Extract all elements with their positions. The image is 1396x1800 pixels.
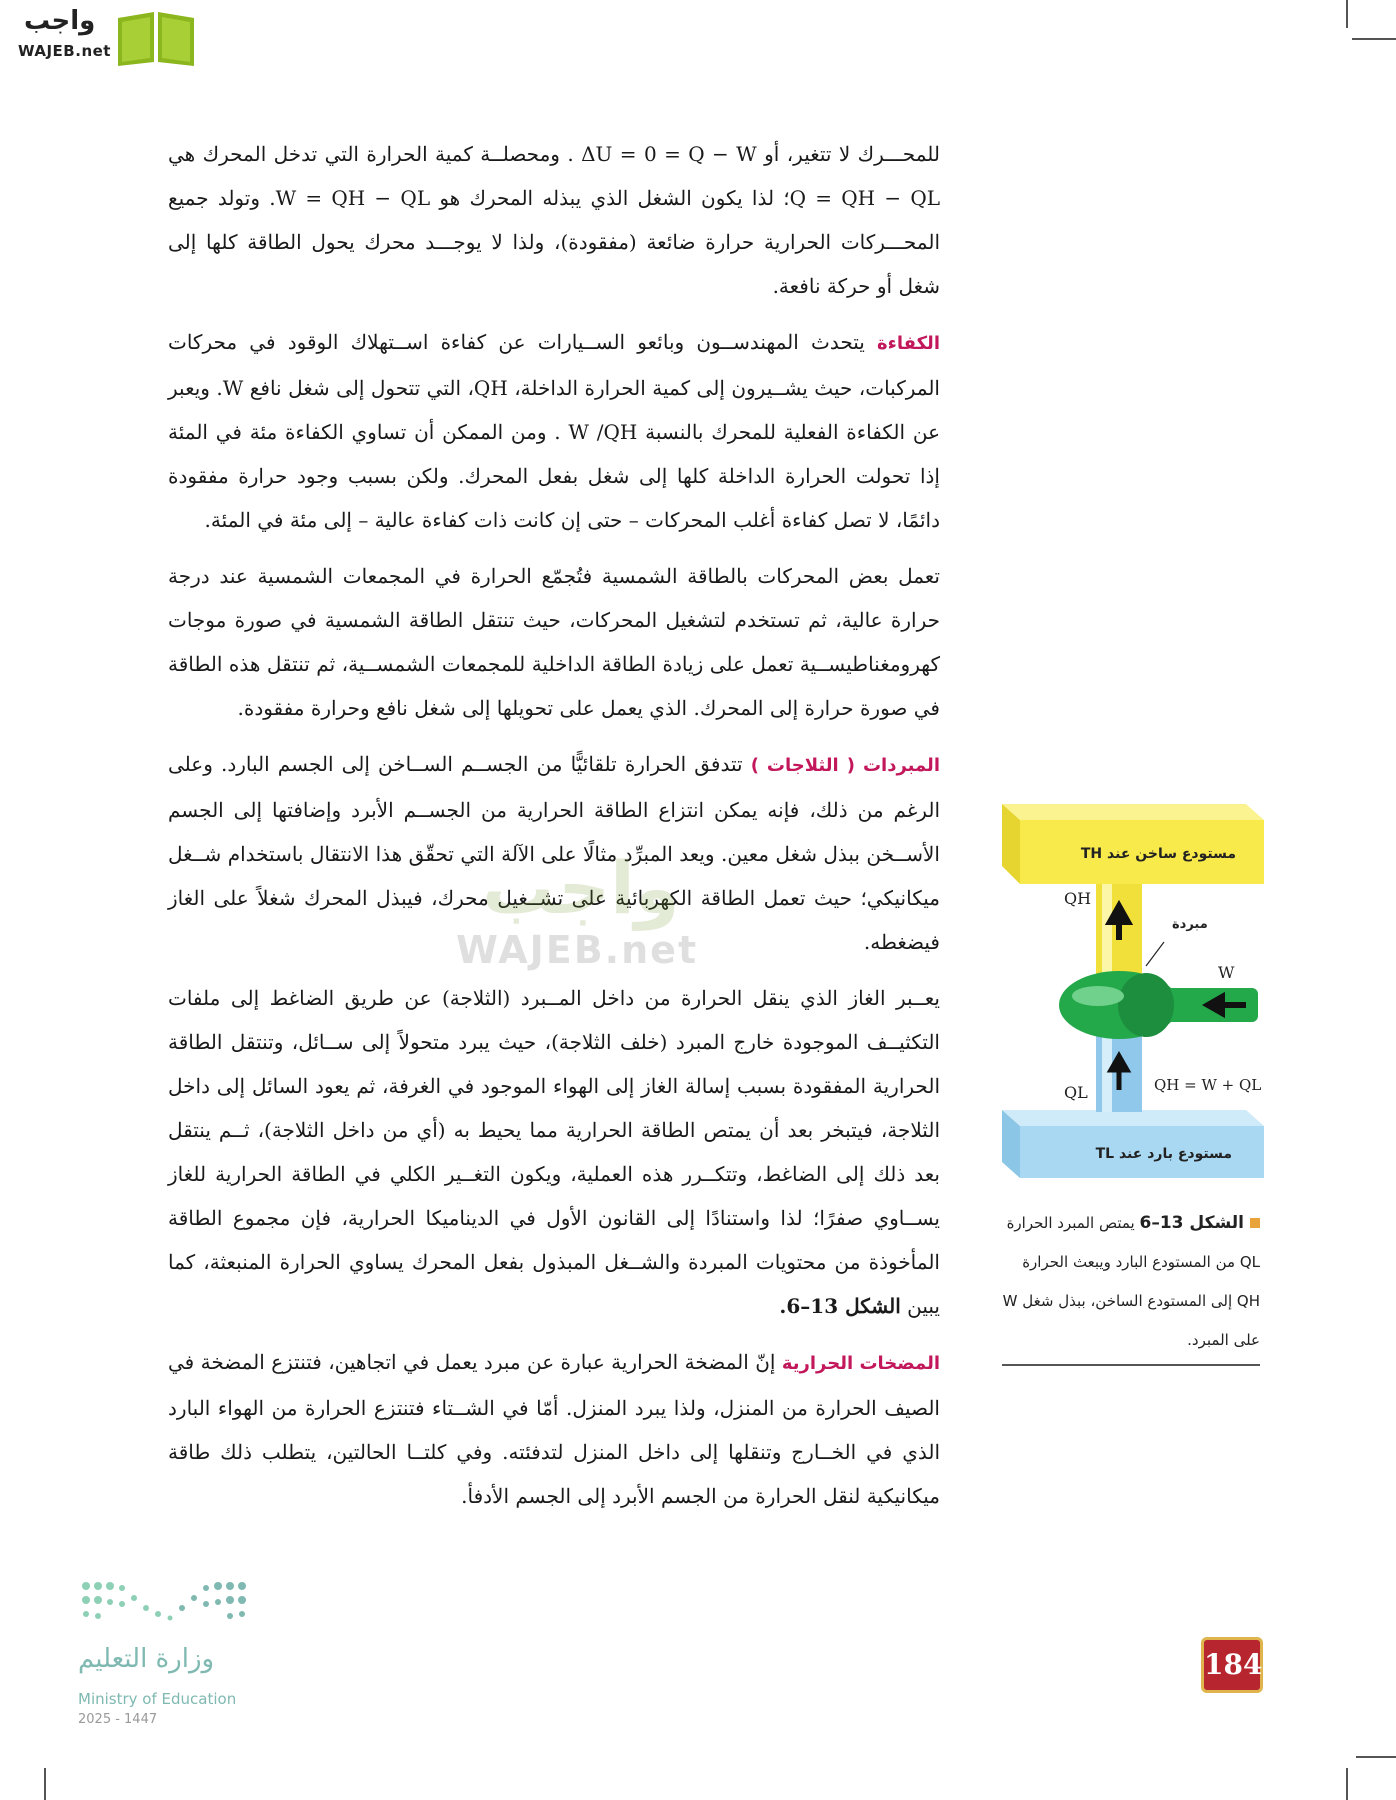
figure-caption: [1002, 1204, 1260, 1366]
paragraph-heat-pumps: [168, 1340, 940, 1518]
site-logo[interactable]: [8, 6, 190, 68]
qh-label: QH: [1064, 889, 1092, 908]
paragraph-solar: تعمل بعض المحركات بالطاقة الشمسية فتُجمّع الحرارة في المجمعات الشمسية عند درجة حرارة عالية، ثم تستخدم لتشغيل المحركات، حيث تنتقل الطاقة الشمسية في صورة موجات كهرومغناطيســية تعمل على زيادة الطاقة الداخلية للمجمعات الشمســية، ثم تنتقل هذه الطاقة في صورة حرارة إلى المحرك. الذي يعمل على تحويلها إلى شغل نافع وحرارة مفقودة.: [168, 564, 941, 720]
crop-mark: [1346, 0, 1348, 28]
caption-number: الشكل 13–6: [1139, 1213, 1244, 1233]
logo-latin: WAJEB.net: [18, 42, 111, 60]
hot-reservoir-top: [1002, 804, 1264, 820]
paragraph-gas-cycle-text: يعــبر الغاز الذي ينقل الحرارة من داخل المــبرد (الثلاجة) عن طريق الضاغط إلى ملفات التكثيــف الموجودة خارج المبرد (خلف الثلاجة)، حيث يبرد متحولاً إلى ســائل، وتنتقل الطاقة الحرارية المفقودة بسبب إسالة الغاز إلى الهواء الموجود في الغرفة، ثم يعود السائل إلى داخل الثلاجة، فيتبخر بعد أن يمتص الطاقة الحرارية مما يحيط به (أي من داخل الثلاجة)، ثــم ينتقل بعد ذلك إلى الضاغط، وتتكــرر هذه العملية، ويكون التغــير الكلي في الطاقة الحرارية للغاز يســاوي صفرًا؛ لذا واستنادًا إلى القانون الأول في الديناميكا الحرارية، فإن مجموع الطاقة المأخوذة من محتويات المبردة والشــغل المبذول بفعل المحرك يساوي الحرارة المنبعثة، كما يبين: [168, 986, 940, 1318]
paragraph-efficiency-text: يتحدث المهندســون وبائعو الســيارات عن كفاءة اســتهلاك الوقود في محركات المركبات، حيث يشــيرون إلى كمية الحرارة الداخلة، QH، التي تتحول إلى شغل نافع W. ويعبر عن الكفاءة الفعلية للمحرك بالنسبة W /QH . ومن الممكن أن تساوي الكفاءة مئة في المئة إذا تحولت الحرارة الداخلة كلها إلى شغل بفعل المحرك. ولكن بسبب وجود حرارة مفقودة دائمًا، لا تصل كفاءة أغلب المحركات – حتى إن كانت ذات كفاءة عالية – إلى مئة في المئة.: [168, 330, 940, 532]
page-number: 184: [1204, 1640, 1260, 1690]
heading-heat-pumps: المضخات الحرارية: [781, 1353, 940, 1374]
w-label: W: [1218, 963, 1235, 982]
paragraph-refrigerators: [168, 742, 940, 964]
heading-refrigerators: المبردات ( الثلاجات ): [750, 755, 940, 776]
watermark-arabic: واجب: [482, 846, 680, 930]
hot-reservoir-label: مستودع ساخن عند TH: [1080, 846, 1236, 862]
caption-bullet: [1250, 1218, 1260, 1228]
fridge-highlight: [1072, 986, 1124, 1006]
crop-mark: [1356, 1756, 1396, 1758]
heading-efficiency: الكفاءة: [877, 333, 940, 354]
paragraph-efficiency: [168, 320, 940, 542]
fridge-end: [1118, 973, 1174, 1037]
paragraph-heat-pumps-text: إنّ المضخة الحرارية عبارة عن مبرد يعمل في اتجاهين، فتنتزع المضخة في الصيف الحرارة من المنزل، ولذا يبرد المنزل. أمّا في الشــتاء فتنتزع الحرارة من الهواء البارد الذي في الخــارج وتنقلها إلى داخل المنزل لتدفئته. وفي كلتــا الحالتين، يتطلب ذلك طاقة ميكانيكية لنقل الحرارة من الجسم الأبرد إلى الجسم الأدفأ.: [168, 1350, 941, 1508]
fridge-pointer: [1146, 942, 1164, 966]
hot-pipe-highlight: [1102, 884, 1112, 984]
paragraph-refrigerators-text: تتدفق الحرارة تلقائيًّا من الجســم الســاخن إلى الجسم البارد. وعلى الرغم من ذلك، فإنه يمكن انتزاع الطاقة الحرارية من الجســم الأبرد وإضافتها إلى الجسم الأســخن ببذل شغل معين. ويعد المبرِّد مثالًا على الآلة التي تحقّق هذا الانتقال باستخدام شــغل ميكانيكي؛ حيث تعمل الطاقة الكهربائية على تشــغيل محرك، فيبذل المحرك شغلاً على الغاز فيضغطه.: [168, 752, 940, 954]
caption-text: يمتص المبرد الحرارة QL من المستودع البارد ويبعث الحرارة QH إلى المستودع الساخن، ببذل شغل W على المبرد.: [1002, 1214, 1260, 1349]
crop-mark: [44, 1768, 46, 1800]
text-column: [168, 132, 940, 1518]
ministry-logo: [74, 1578, 254, 1738]
ministry-english: Ministry of Education: [78, 1690, 237, 1708]
figure-reference[interactable]: الشكل 13–6.: [779, 1294, 901, 1318]
crop-mark: [1346, 1768, 1348, 1800]
ministry-year: 2025 - 1447: [78, 1712, 158, 1727]
cold-reservoir-label: مستودع بارد عند TL: [1095, 1146, 1232, 1162]
paragraph-gas-cycle: [168, 976, 940, 1328]
ql-label: QL: [1064, 1083, 1088, 1102]
book-icon: [116, 8, 196, 66]
fridge-label: مبردة: [1172, 917, 1208, 932]
ministry-dots-icon: [78, 1578, 250, 1638]
ministry-arabic: وزارة التعليم: [78, 1644, 215, 1674]
paragraph-energy: للمحـــرك لا تتغير، أو ΔU = 0 = Q − W . ومحصلــة كمية الحرارة التي تدخل المحرك هي Q = QH − QL؛ لذا يكون الشغل الذي يبذله المحرك هو W = QH − QL. وتولد جميع المحـــركات الحرارية حرارة ضائعة (مفقودة)، ولذا لا يوجـــد محرك يحول الطاقة كلها إلى شغل أو حركة نافعة.: [168, 142, 940, 298]
crop-mark: [1352, 38, 1396, 40]
cold-reservoir-top: [1002, 1110, 1264, 1126]
watermark-latin: WAJEB.net: [456, 928, 699, 972]
logo-arabic: واجب: [24, 6, 96, 36]
equation-label: QH = W + QL: [1154, 1076, 1262, 1094]
refrigerator-diagram: [996, 800, 1266, 1180]
